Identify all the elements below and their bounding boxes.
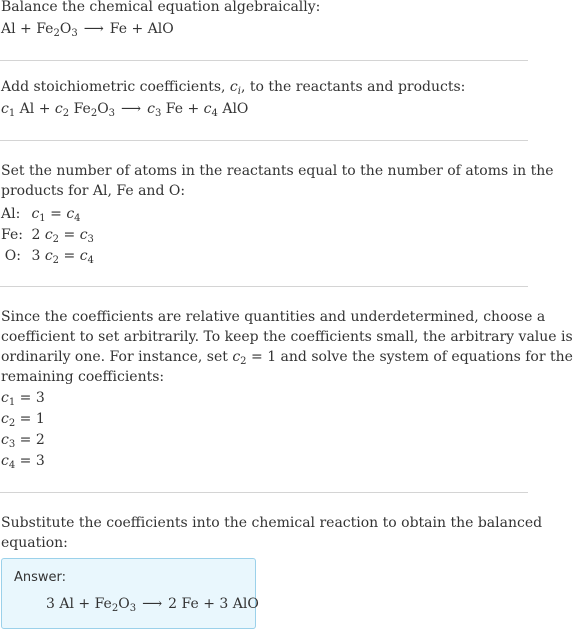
equation-with-coefficients: $c_1$ $Al + c_2$ $Fe_2O_3$ ⟶ $c_3$ $Fe + c_4$ AlO (1, 101, 249, 119)
step4-line2: coefficient to set arbitrarily. To keep the coefficients small, the arbitrary value is (1, 329, 573, 345)
step2-text: Add stoichiometric coefficients, $c_i$, to the reactants and products: (1, 79, 466, 97)
step3-text-line2: products for Al, Fe and O: (1, 183, 186, 199)
answer-box (1, 558, 259, 629)
divider (0, 140, 528, 141)
reaction-arrow: ⟶ (83, 21, 104, 37)
step5-line1: Substitute the coefficients into the chemical reaction to obtain the balanced (1, 515, 543, 531)
divider (0, 492, 528, 493)
atom-equation-o: O: 3 $c_2 = c_4$ (4, 248, 94, 266)
divider (0, 60, 528, 61)
step4-line1: Since the coefficients are relative quantities and underdetermined, choose a (1, 309, 546, 325)
step5-line2: equation: (1, 535, 68, 551)
divider (0, 286, 528, 287)
coefficient-value-c4: $c_4 = 3$ (1, 453, 45, 471)
coefficient-value-c2: $c_2 = 1$ (1, 411, 45, 429)
atom-equation-fe: Fe: 2 $c_2 = c_3$ (1, 227, 94, 245)
answer-label: Answer: (14, 570, 67, 585)
unbalanced-equation: $Al + Fe_2O_3$ ⟶ Fe + AlO (1, 21, 174, 39)
step3-text-line1: Set the number of atoms in the reactants equal to the number of atoms in the (1, 163, 554, 179)
coefficient-value-c3: $c_3 = 2$ (1, 432, 45, 450)
coefficient-value-c1: $c_1 = 3$ (1, 390, 45, 408)
step4-line3: ordinarily one. For instance, set $c_2 = 1$ and solve the system of equations for the (1, 349, 573, 367)
step1-text: Balance the chemical equation algebraically: (1, 0, 321, 15)
atom-equation-al: Al: $c_1 = c_4$ (1, 206, 81, 224)
balanced-equation: 3 $Al + Fe_2O_3$ ⟶ 2 Fe + 3 AlO (46, 596, 259, 614)
step4-line4: remaining coefficients: (1, 369, 165, 385)
